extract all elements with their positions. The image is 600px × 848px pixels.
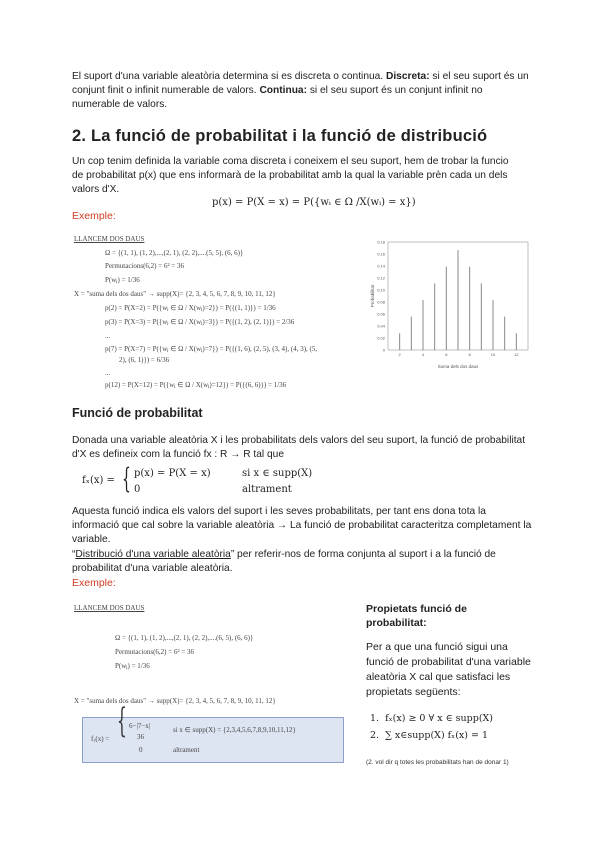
chart-xlabel: Suma dels dos daus (437, 364, 479, 369)
bar-10 (493, 300, 494, 350)
propietats-note: (2. vol dir q totes les probabilitats han de donar 1) (366, 759, 509, 766)
box-case2-expr: 0 (139, 746, 143, 754)
x-tick-label: 8 (468, 352, 471, 357)
section-paragraph: Un cop tenim definida la variable coma discreta i coneixem el seu suport, hem de trobar la funcio de probabilitat p(x) que ens informarà de la probabilitat amb la qual la variable prèn cada un dels valors d'X. (72, 156, 509, 196)
propietat-1-text: fₓ(x) ≥ 0 ∀ x ∈ supp(X) (385, 713, 494, 724)
bar-4 (423, 300, 424, 350)
y-tick-label: 0.06 (377, 311, 385, 317)
pmf-def-brace: { (122, 462, 131, 495)
propietat-1-num: 1. (370, 713, 380, 724)
box-case1-den: 36 (137, 733, 144, 741)
x-tick-label: 2 (398, 352, 401, 357)
bar-2 (399, 333, 400, 350)
fig2-line-1: Ω = {(1, 1), (1, 2),...,(2, 1), (2, 2),....(6, 5), (6, 6)} (115, 634, 254, 642)
y-tick-label: 0.12 (377, 275, 385, 281)
fig2-line-3: P(wⱼ) = 1/36 (115, 662, 150, 670)
funcio-para3-rest: ” per referir-nos de forma conjunta al suport i a la funció de probabilitat d'una variable aleatòria. (72, 549, 496, 575)
fig1-line-7: ... (105, 332, 111, 340)
fig1-line-3: P(wⱼ) = 1/36 (105, 276, 140, 284)
subsection-title-funcio: Funció de probabilitat (72, 406, 203, 420)
y-tick-label: 0.16 (377, 251, 385, 257)
y-tick-label: 0.04 (377, 323, 385, 329)
propietats-title: Propietats funció de probabilitat: (366, 603, 467, 629)
pmf-def-cond1: si x ∈ supp(X) (242, 468, 313, 479)
example-label-1: Exemple: (72, 210, 116, 222)
bar-7 (458, 250, 459, 350)
pmf-formula: p(x) = P(X = x) = P({wᵢ ∈ Ω /X(wᵢ) = x}) (212, 197, 416, 208)
x-tick-label: 10 (490, 352, 496, 357)
quote-open: “ (72, 549, 76, 560)
x-tick-label: 4 (421, 352, 425, 357)
section-title: 2. La funció de probabilitat i la funció de distribució (72, 127, 488, 145)
bar-6 (446, 267, 447, 350)
pmf-def-case1: p(x) = P(X = x) (134, 468, 211, 479)
pmf-bar-chart (366, 236, 540, 374)
box-lhs: fₓ(x) = (91, 735, 110, 743)
y-tick-label: 0.08 (377, 299, 385, 305)
fig2-line-2: Permutacions(6,2) = 6² = 36 (115, 648, 195, 656)
x-tick-label: 12 (514, 352, 519, 357)
fig1-line-10: ... (105, 369, 111, 377)
pmf-definition (82, 462, 422, 498)
y-tick-label: 0 (382, 347, 385, 353)
fig1-line-2: Permutacions(6,2) = 6² = 36 (105, 262, 185, 270)
box-case1-cond: si x ∈ supp(X) = {2,3,4,5,6,7,8,9,10,11,12} (173, 726, 296, 734)
propietats-paragraph: Per a que una funció sigui una funció de probabilitat d'una variable aleatòria X cal que satisfaci les propietats següents: (366, 641, 531, 698)
propietat-2 (370, 729, 488, 743)
fig1-line-0: LLANCEM DOS DAUS (74, 235, 145, 243)
intro-paragraph (72, 70, 532, 113)
fig1-line-6: p(3) = P(X=3) = P({wⱼ ∈ Ω / X(wⱼ)=3}) = P({(1, 2), (2, 1)}) = 2/36 (105, 318, 295, 326)
y-tick-label: 0.10 (377, 287, 385, 293)
example-figure-1 (72, 234, 372, 394)
intro-bold-discreta: Discreta: (385, 71, 430, 82)
bar-3 (411, 317, 412, 350)
intro-bold-continua: Continua: (259, 85, 307, 97)
distribucio-link: Distribució d'una variable aleatòria (75, 549, 231, 560)
pmf-def-lhs: fₓ(x) = (82, 475, 115, 486)
intro-text-1: El suport d'una variable aleatòria determina si es discreta o continua. (72, 71, 386, 82)
fig2-line-0: LLANCEM DOS DAUS (74, 604, 145, 612)
box-case2-cond: altrament (173, 746, 200, 754)
box-brace: { (117, 701, 127, 741)
x-tick-label: 6 (445, 352, 448, 357)
propietat-2-text: ∑ x∈supp(X) fₓ(x) = 1 (385, 730, 489, 741)
funcio-paragraph-2: Aquesta funció indica els valors del suport i les seves probabilitats, per tant ens dona tota la informació que cal sobre la variable aleatòria → La funció de probabilitat caracteritza completament la variable. (72, 506, 532, 546)
intro-text-2: si el seu suport és un conjunt finit o infinit numerable de valors. (72, 71, 529, 97)
funcio-paragraph-3 (72, 548, 532, 576)
fig1-line-8: p(7) = P(X=7) = P({wⱼ ∈ Ω / X(wⱼ)=7}) = P({(1, 6), (2, 5), (3, 4), (4, 3), (5, (105, 345, 318, 353)
funcio-paragraph: Donada una variable aleatòria X i les probabilitats dels valors del seu suport, la funció de probabilitat d'X es defineix com la funció fx : R → R tal que (72, 435, 526, 461)
bar-5 (434, 283, 435, 350)
example-label-2: Exemple: (72, 577, 116, 589)
fig1-line-9: 2), (6, 1)}) = 6/36 (119, 356, 170, 364)
y-tick-label: 0.18 (377, 239, 385, 245)
intro-text-3: si el seu suport és un conjunt infinit no numerable de valors. (72, 85, 483, 111)
pmf-def-case2: 0 (134, 484, 141, 495)
bar-9 (481, 283, 482, 350)
fig1-line-4: X = "suma dels dos daus" → supp(X)= {2, 3, 4, 5, 6, 7, 8, 9, 10, 11, 12} (74, 290, 276, 298)
bar-8 (469, 267, 470, 350)
propietat-2-num: 2. (370, 730, 380, 741)
y-tick-label: 0.02 (377, 335, 385, 341)
example-figure-2 (72, 603, 362, 773)
propietat-1 (370, 712, 493, 726)
fig1-line-11: p(12) = P(X=12) = P({wⱼ ∈ Ω / X(wⱼ)=12}) = P({(6, 6)}) = 1/36 (105, 381, 287, 389)
bar-12 (516, 333, 517, 350)
fig2-line-4: X = "suma dels dos daus" → supp(X)= {2, 3, 4, 5, 6, 7, 8, 9, 10, 11, 12} (74, 697, 276, 705)
fig1-line-1: Ω = {(1, 1), (1, 2),...,(2, 1), (2, 2),....(5, 5), (6, 6)} (105, 249, 244, 257)
pmf-def-cond2: altrament (242, 484, 292, 495)
chart-ylabel: Probabilitat (370, 284, 375, 308)
box-case1-expr: 6−|7−x| (129, 722, 151, 730)
pmf-formula-box (82, 701, 344, 763)
bar-11 (504, 317, 505, 350)
y-tick-label: 0.14 (377, 263, 385, 269)
fig1-line-5: p(2) = P(X=2) = P({wⱼ ∈ Ω / X(wⱼ)=2}) = P({(1, 1)}) = 1/36 (105, 304, 276, 312)
